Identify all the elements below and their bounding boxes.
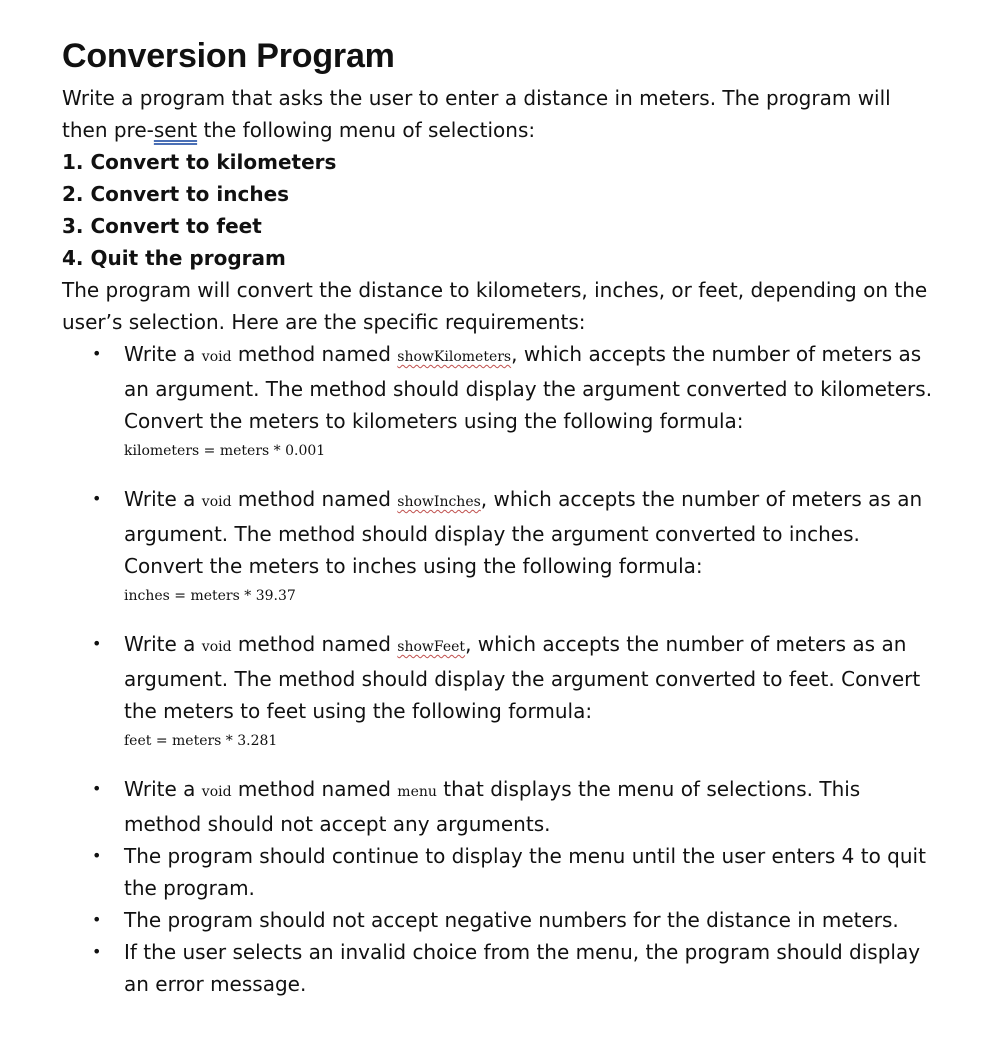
bullet-icon: •	[92, 489, 102, 508]
bullet-icon: •	[92, 779, 102, 798]
req-text-post: , which accepts the number of meters as an argument. The method should display the argument converted to feet. Convert the meters to feet using the following formula:	[124, 632, 921, 723]
intro-paragraph	[62, 82, 939, 146]
requirement-show-kilometers	[92, 338, 939, 463]
requirement-continue	[92, 840, 939, 904]
req-text-pre: Write a	[124, 342, 202, 366]
bullet-icon: •	[92, 942, 102, 961]
req-text: If the user selects an invalid choice from the menu, the program should display an error message.	[124, 940, 921, 996]
requirement-invalid-choice	[92, 936, 939, 1000]
intro-text-end: the following menu of selections:	[197, 118, 536, 142]
formula-inches: inches = meters * 39.37	[124, 588, 296, 604]
req-text-post: , which accepts the number of meters as an argument. The method should display the argument converted to kilometers. Convert the meters to kilometers using the following formula:	[124, 342, 933, 433]
formula-feet: feet = meters * 3.281	[124, 733, 278, 749]
req-text-mid: method named	[231, 777, 398, 801]
bullet-icon: •	[92, 846, 102, 865]
formula-kilometers: kilometers = meters * 0.001	[124, 443, 326, 459]
requirements-list	[62, 338, 939, 1000]
req-text: The program should not accept negative numbers for the distance in meters.	[124, 908, 899, 932]
bullet-icon: •	[92, 910, 102, 929]
void-keyword: void	[201, 494, 232, 510]
void-keyword: void	[201, 349, 232, 365]
req-text-mid: method named	[231, 632, 398, 656]
requirement-show-inches	[92, 483, 939, 608]
req-text-post: that displays the menu of selections. This method should not accept any arguments.	[124, 777, 861, 836]
requirement-no-negative	[92, 904, 939, 936]
method-name: showInches	[397, 494, 481, 510]
req-text-mid: method named	[231, 342, 398, 366]
void-keyword: void	[201, 639, 232, 655]
bullet-icon: •	[92, 344, 102, 363]
requirement-show-feet	[92, 628, 939, 753]
req-text-pre: Write a	[124, 632, 202, 656]
intro-text-start: Write a program that asks the user to enter a distance in meters. The program will then pre-	[62, 86, 891, 142]
menu-item-inches: 2. Convert to inches	[62, 182, 290, 206]
requirement-menu	[92, 773, 939, 840]
summary-paragraph: The program will convert the distance to kilometers, inches, or feet, depending on the user’s selection. Here are the specific requirements:	[62, 278, 928, 334]
menu-item-kilometers: 1. Convert to kilometers	[62, 150, 337, 174]
req-text-mid: method named	[231, 487, 398, 511]
method-name: showKilometers	[397, 349, 512, 365]
page-title: Conversion Program	[62, 37, 395, 75]
menu-item-feet: 3. Convert to feet	[62, 214, 262, 238]
bullet-icon: •	[92, 634, 102, 653]
method-name: menu	[397, 784, 437, 800]
req-text-pre: Write a	[124, 777, 202, 801]
req-text-pre: Write a	[124, 487, 202, 511]
spellcheck-marked-word: sent	[153, 118, 198, 142]
req-text: The program should continue to display the menu until the user enters 4 to quit the program.	[124, 844, 926, 900]
method-name: showFeet	[397, 639, 466, 655]
void-keyword: void	[201, 784, 232, 800]
menu-item-quit: 4. Quit the program	[62, 246, 286, 270]
req-text-post: , which accepts the number of meters as an argument. The method should display the argument converted to inches. Convert the meters to inches using the following formula:	[124, 487, 923, 578]
